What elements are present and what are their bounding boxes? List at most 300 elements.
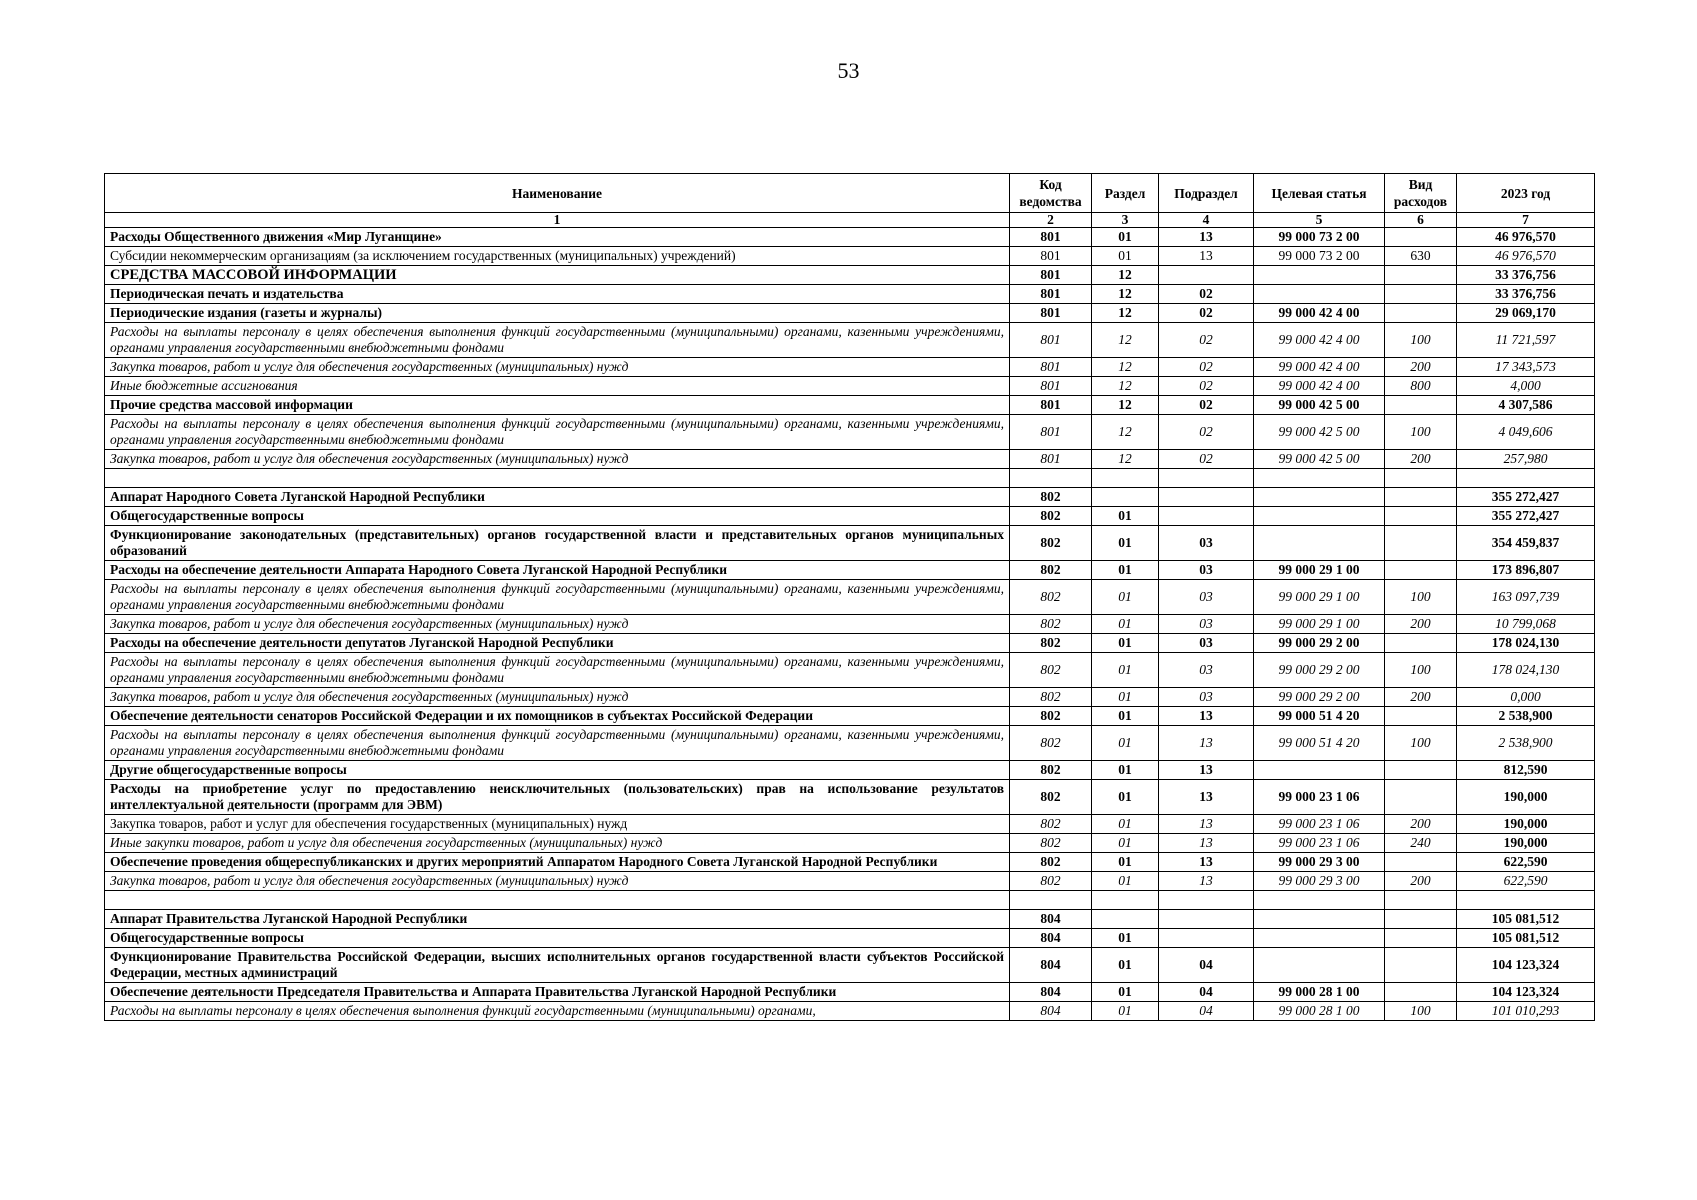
cell-target-article	[1254, 948, 1385, 983]
spacer-row	[105, 891, 1595, 910]
cell-expense-type	[1385, 507, 1457, 526]
table-row	[105, 707, 1595, 726]
cell-subsection: 03	[1159, 526, 1254, 561]
cell-section: 12	[1092, 396, 1159, 415]
table-row	[105, 358, 1595, 377]
cell-name: Функционирование Правительства Российской Федерации, высших исполнительных органов государственной власти субъектов Российской Федерации, местных администраций	[105, 948, 1010, 983]
header-subsection: Подраздел	[1159, 174, 1254, 213]
cell-subsection: 03	[1159, 688, 1254, 707]
cell-subsection: 13	[1159, 815, 1254, 834]
cell-section: 01	[1092, 688, 1159, 707]
cell-subsection: 02	[1159, 377, 1254, 396]
cell-subsection: 03	[1159, 615, 1254, 634]
cell-target-article: 99 000 29 2 00	[1254, 653, 1385, 688]
cell-amount: 190,000	[1457, 815, 1595, 834]
cell-name: Иные закупки товаров, работ и услуг для обеспечения государственных (муниципальных) нужд	[105, 834, 1010, 853]
cell-amount: 46 976,570	[1457, 247, 1595, 266]
cell-dept-code: 802	[1010, 507, 1092, 526]
cell-target-article: 99 000 29 1 00	[1254, 561, 1385, 580]
cell-target-article: 99 000 42 5 00	[1254, 396, 1385, 415]
cell-name: Закупка товаров, работ и услуг для обеспечения государственных (муниципальных) нужд	[105, 450, 1010, 469]
cell-target-article: 99 000 42 4 00	[1254, 358, 1385, 377]
cell-subsection: 02	[1159, 358, 1254, 377]
cell-expense-type	[1385, 761, 1457, 780]
cell-amount: 2 538,900	[1457, 726, 1595, 761]
cell-dept-code	[1010, 469, 1092, 488]
cell-name: Расходы на выплаты персоналу в целях обеспечения выполнения функций государственными (муниципальными) органами, казенными учреждениями, органами управления государственными внебюджетными фондами	[105, 415, 1010, 450]
table-row	[105, 726, 1595, 761]
table-row	[105, 929, 1595, 948]
cell-target-article: 99 000 28 1 00	[1254, 1002, 1385, 1021]
cell-subsection	[1159, 929, 1254, 948]
cell-name: Закупка товаров, работ и услуг для обеспечения государственных (муниципальных) нужд	[105, 872, 1010, 891]
cell-amount: 173 896,807	[1457, 561, 1595, 580]
cell-amount	[1457, 891, 1595, 910]
cell-expense-type: 100	[1385, 726, 1457, 761]
cell-target-article: 99 000 42 5 00	[1254, 415, 1385, 450]
cell-section: 12	[1092, 358, 1159, 377]
header-section: Раздел	[1092, 174, 1159, 213]
cell-target-article: 99 000 42 4 00	[1254, 323, 1385, 358]
cell-target-article	[1254, 526, 1385, 561]
cell-subsection: 02	[1159, 415, 1254, 450]
cell-target-article: 99 000 23 1 06	[1254, 815, 1385, 834]
cell-subsection: 03	[1159, 580, 1254, 615]
cell-dept-code: 801	[1010, 377, 1092, 396]
column-number: 5	[1254, 213, 1385, 228]
cell-expense-type: 100	[1385, 415, 1457, 450]
cell-section: 12	[1092, 415, 1159, 450]
column-number: 6	[1385, 213, 1457, 228]
cell-section: 01	[1092, 726, 1159, 761]
header-year: 2023 год	[1457, 174, 1595, 213]
cell-section: 01	[1092, 834, 1159, 853]
cell-dept-code: 801	[1010, 304, 1092, 323]
cell-target-article: 99 000 73 2 00	[1254, 247, 1385, 266]
cell-expense-type	[1385, 707, 1457, 726]
cell-name: Обеспечение деятельности Председателя Правительства и Аппарата Правительства Луганской Народной Республики	[105, 983, 1010, 1002]
cell-expense-type	[1385, 304, 1457, 323]
cell-expense-type	[1385, 891, 1457, 910]
cell-expense-type: 100	[1385, 323, 1457, 358]
cell-expense-type	[1385, 526, 1457, 561]
table-row	[105, 853, 1595, 872]
table-row	[105, 488, 1595, 507]
cell-section: 01	[1092, 247, 1159, 266]
cell-name: Иные бюджетные ассигнования	[105, 377, 1010, 396]
cell-name: Периодическая печать и издательства	[105, 285, 1010, 304]
cell-amount	[1457, 469, 1595, 488]
cell-section: 01	[1092, 634, 1159, 653]
header-row	[105, 174, 1595, 213]
cell-expense-type	[1385, 285, 1457, 304]
cell-subsection: 13	[1159, 872, 1254, 891]
cell-amount: 622,590	[1457, 853, 1595, 872]
cell-amount: 178 024,130	[1457, 653, 1595, 688]
header-expense-type	[1385, 174, 1457, 213]
cell-subsection: 02	[1159, 396, 1254, 415]
cell-amount: 33 376,756	[1457, 285, 1595, 304]
cell-subsection: 02	[1159, 285, 1254, 304]
header-name: Наименование	[105, 174, 1010, 213]
spacer-row	[105, 469, 1595, 488]
cell-section: 12	[1092, 377, 1159, 396]
cell-section	[1092, 910, 1159, 929]
cell-name: Закупка товаров, работ и услуг для обеспечения государственных (муниципальных) нужд	[105, 615, 1010, 634]
cell-section	[1092, 469, 1159, 488]
cell-subsection: 04	[1159, 983, 1254, 1002]
cell-name: Расходы на обеспечение деятельности Аппарата Народного Совета Луганской Народной Республики	[105, 561, 1010, 580]
cell-section: 01	[1092, 853, 1159, 872]
cell-expense-type	[1385, 488, 1457, 507]
cell-name: Расходы на обеспечение деятельности депутатов Луганской Народной Республики	[105, 634, 1010, 653]
cell-section: 01	[1092, 761, 1159, 780]
table-row	[105, 396, 1595, 415]
cell-expense-type: 630	[1385, 247, 1457, 266]
cell-dept-code: 804	[1010, 948, 1092, 983]
cell-amount: 354 459,837	[1457, 526, 1595, 561]
cell-target-article: 99 000 29 2 00	[1254, 688, 1385, 707]
cell-subsection: 13	[1159, 707, 1254, 726]
cell-name: Прочие средства массовой информации	[105, 396, 1010, 415]
cell-amount: 11 721,597	[1457, 323, 1595, 358]
cell-expense-type: 100	[1385, 580, 1457, 615]
cell-dept-code: 802	[1010, 488, 1092, 507]
cell-dept-code: 802	[1010, 834, 1092, 853]
cell-dept-code: 801	[1010, 415, 1092, 450]
cell-subsection: 13	[1159, 726, 1254, 761]
cell-dept-code: 802	[1010, 561, 1092, 580]
table-row	[105, 415, 1595, 450]
cell-subsection: 04	[1159, 1002, 1254, 1021]
table-row	[105, 815, 1595, 834]
budget-table-body	[105, 228, 1595, 1021]
cell-target-article	[1254, 761, 1385, 780]
table-row	[105, 653, 1595, 688]
cell-target-article: 99 000 29 2 00	[1254, 634, 1385, 653]
column-number: 4	[1159, 213, 1254, 228]
cell-name: Общегосударственные вопросы	[105, 929, 1010, 948]
cell-name: Обеспечение деятельности сенаторов Российской Федерации и их помощников в субъектах Российской Федерации	[105, 707, 1010, 726]
cell-expense-type: 100	[1385, 653, 1457, 688]
header-type-line2: расходов	[1393, 194, 1448, 209]
cell-section: 01	[1092, 872, 1159, 891]
cell-amount: 29 069,170	[1457, 304, 1595, 323]
cell-target-article: 99 000 42 4 00	[1254, 377, 1385, 396]
cell-section: 01	[1092, 780, 1159, 815]
cell-section: 12	[1092, 323, 1159, 358]
cell-target-article: 99 000 29 3 00	[1254, 853, 1385, 872]
cell-expense-type: 200	[1385, 872, 1457, 891]
cell-subsection: 03	[1159, 634, 1254, 653]
cell-expense-type	[1385, 634, 1457, 653]
cell-name: Периодические издания (газеты и журналы)	[105, 304, 1010, 323]
cell-expense-type: 200	[1385, 688, 1457, 707]
cell-subsection: 02	[1159, 323, 1254, 358]
cell-dept-code: 804	[1010, 1002, 1092, 1021]
table-row	[105, 834, 1595, 853]
cell-name: Расходы на выплаты персоналу в целях обеспечения выполнения функций государственными (муниципальными) органами, казенными учреждениями, органами управления государственными внебюджетными фондами	[105, 653, 1010, 688]
cell-section: 01	[1092, 580, 1159, 615]
column-number: 2	[1010, 213, 1092, 228]
table-row	[105, 228, 1595, 247]
page-number: 53	[837, 58, 860, 83]
cell-amount: 622,590	[1457, 872, 1595, 891]
cell-subsection: 13	[1159, 780, 1254, 815]
cell-subsection	[1159, 910, 1254, 929]
cell-dept-code: 801	[1010, 323, 1092, 358]
cell-section	[1092, 891, 1159, 910]
cell-target-article: 99 000 23 1 06	[1254, 834, 1385, 853]
cell-target-article: 99 000 23 1 06	[1254, 780, 1385, 815]
cell-section: 01	[1092, 615, 1159, 634]
cell-amount: 4 307,586	[1457, 396, 1595, 415]
cell-amount: 257,980	[1457, 450, 1595, 469]
cell-dept-code: 802	[1010, 815, 1092, 834]
cell-dept-code: 802	[1010, 580, 1092, 615]
cell-section: 01	[1092, 507, 1159, 526]
cell-target-article	[1254, 910, 1385, 929]
cell-subsection	[1159, 488, 1254, 507]
cell-expense-type	[1385, 853, 1457, 872]
cell-name: Расходы на выплаты персоналу в целях обеспечения выполнения функций государственными (муниципальными) органами, казенными учреждениями, органами управления государственными внебюджетными фондами	[105, 580, 1010, 615]
cell-expense-type	[1385, 266, 1457, 285]
header-dept-code	[1010, 174, 1092, 213]
cell-target-article: 99 000 51 4 20	[1254, 707, 1385, 726]
table-row	[105, 872, 1595, 891]
cell-subsection: 13	[1159, 834, 1254, 853]
cell-amount: 104 123,324	[1457, 983, 1595, 1002]
column-number: 1	[105, 213, 1010, 228]
cell-amount: 101 010,293	[1457, 1002, 1595, 1021]
cell-amount: 4,000	[1457, 377, 1595, 396]
cell-target-article: 99 000 42 5 00	[1254, 450, 1385, 469]
cell-section: 12	[1092, 285, 1159, 304]
cell-section: 01	[1092, 1002, 1159, 1021]
cell-name: Расходы на выплаты персоналу в целях обеспечения выполнения функций государственными (муниципальными) органами, казенными учреждениями, органами управления государственными внебюджетными фондами	[105, 323, 1010, 358]
cell-expense-type	[1385, 469, 1457, 488]
table-row	[105, 323, 1595, 358]
cell-name: Расходы Общественного движения «Мир Луганщине»	[105, 228, 1010, 247]
cell-name: Функционирование законодательных (представительных) органов государственной власти и представительных органов муниципальных образований	[105, 526, 1010, 561]
table-row	[105, 1002, 1595, 1021]
cell-target-article	[1254, 488, 1385, 507]
cell-expense-type	[1385, 910, 1457, 929]
cell-subsection	[1159, 266, 1254, 285]
cell-subsection	[1159, 891, 1254, 910]
cell-dept-code: 804	[1010, 983, 1092, 1002]
cell-amount: 190,000	[1457, 834, 1595, 853]
header-type-line1: Вид	[1408, 177, 1433, 192]
cell-amount: 105 081,512	[1457, 910, 1595, 929]
cell-target-article: 99 000 51 4 20	[1254, 726, 1385, 761]
cell-dept-code: 802	[1010, 761, 1092, 780]
cell-section: 01	[1092, 228, 1159, 247]
table-row	[105, 948, 1595, 983]
cell-amount: 0,000	[1457, 688, 1595, 707]
cell-name	[105, 469, 1010, 488]
cell-target-article	[1254, 507, 1385, 526]
cell-expense-type	[1385, 228, 1457, 247]
cell-dept-code: 804	[1010, 929, 1092, 948]
cell-expense-type	[1385, 780, 1457, 815]
cell-subsection: 13	[1159, 228, 1254, 247]
cell-name: СРЕДСТВА МАССОВОЙ ИНФОРМАЦИИ	[105, 266, 1010, 285]
cell-subsection: 13	[1159, 247, 1254, 266]
cell-name: Расходы на приобретение услуг по предоставлению неисключительных (пользовательских) прав на использование результатов интеллектуальной деятельности (программ для ЭВМ)	[105, 780, 1010, 815]
cell-target-article	[1254, 469, 1385, 488]
cell-subsection: 02	[1159, 304, 1254, 323]
cell-amount: 10 799,068	[1457, 615, 1595, 634]
cell-amount: 46 976,570	[1457, 228, 1595, 247]
cell-amount: 17 343,573	[1457, 358, 1595, 377]
cell-dept-code: 801	[1010, 266, 1092, 285]
cell-expense-type: 200	[1385, 450, 1457, 469]
cell-target-article: 99 000 28 1 00	[1254, 983, 1385, 1002]
table-row	[105, 285, 1595, 304]
table-row	[105, 634, 1595, 653]
cell-target-article	[1254, 929, 1385, 948]
cell-expense-type	[1385, 983, 1457, 1002]
cell-target-article	[1254, 266, 1385, 285]
column-number: 7	[1457, 213, 1595, 228]
cell-dept-code: 801	[1010, 285, 1092, 304]
cell-target-article: 99 000 29 1 00	[1254, 615, 1385, 634]
cell-section: 01	[1092, 707, 1159, 726]
table-row	[105, 507, 1595, 526]
cell-amount: 105 081,512	[1457, 929, 1595, 948]
cell-name: Расходы на выплаты персоналу в целях обеспечения выполнения функций государственными (муниципальными) органами, казенными учреждениями, органами управления государственными внебюджетными фондами	[105, 726, 1010, 761]
cell-section: 01	[1092, 653, 1159, 688]
cell-section: 01	[1092, 561, 1159, 580]
table-row	[105, 377, 1595, 396]
cell-target-article	[1254, 285, 1385, 304]
cell-amount: 355 272,427	[1457, 507, 1595, 526]
cell-amount: 2 538,900	[1457, 707, 1595, 726]
cell-expense-type: 800	[1385, 377, 1457, 396]
cell-section: 12	[1092, 304, 1159, 323]
cell-expense-type: 200	[1385, 358, 1457, 377]
cell-target-article: 99 000 42 4 00	[1254, 304, 1385, 323]
cell-name: Обеспечение проведения общереспубликанских и других мероприятий Аппаратом Народного Совета Луганской Народной Республики	[105, 853, 1010, 872]
cell-dept-code: 802	[1010, 615, 1092, 634]
cell-amount: 4 049,606	[1457, 415, 1595, 450]
cell-subsection	[1159, 469, 1254, 488]
cell-dept-code: 802	[1010, 688, 1092, 707]
cell-dept-code: 801	[1010, 358, 1092, 377]
cell-expense-type	[1385, 561, 1457, 580]
cell-subsection: 03	[1159, 653, 1254, 688]
cell-name: Расходы на выплаты персоналу в целях обеспечения выполнения функций государственными (муниципальными) органами,	[105, 1002, 1010, 1021]
header-target-article: Целевая статья	[1254, 174, 1385, 213]
cell-dept-code: 802	[1010, 526, 1092, 561]
cell-subsection	[1159, 507, 1254, 526]
cell-dept-code: 801	[1010, 247, 1092, 266]
cell-subsection: 03	[1159, 561, 1254, 580]
cell-target-article: 99 000 29 3 00	[1254, 872, 1385, 891]
cell-name	[105, 891, 1010, 910]
table-row	[105, 761, 1595, 780]
cell-name: Закупка товаров, работ и услуг для обеспечения государственных (муниципальных) нужд	[105, 688, 1010, 707]
cell-section: 01	[1092, 948, 1159, 983]
cell-target-article: 99 000 29 1 00	[1254, 580, 1385, 615]
cell-dept-code: 802	[1010, 634, 1092, 653]
table-row	[105, 983, 1595, 1002]
cell-dept-code: 802	[1010, 707, 1092, 726]
column-number-row	[105, 213, 1595, 228]
cell-name: Субсидии некоммерческим организациям (за исключением государственных (муниципальных) учреждений)	[105, 247, 1010, 266]
cell-amount: 104 123,324	[1457, 948, 1595, 983]
cell-expense-type	[1385, 929, 1457, 948]
table-row	[105, 580, 1595, 615]
table-row	[105, 780, 1595, 815]
cell-section: 01	[1092, 983, 1159, 1002]
header-dept-line1: Код	[1039, 177, 1062, 192]
cell-expense-type	[1385, 948, 1457, 983]
table-row	[105, 266, 1595, 285]
table-row	[105, 561, 1595, 580]
cell-dept-code: 802	[1010, 853, 1092, 872]
cell-name: Закупка товаров, работ и услуг для обеспечения государственных (муниципальных) нужд	[105, 815, 1010, 834]
cell-amount: 355 272,427	[1457, 488, 1595, 507]
cell-target-article: 99 000 73 2 00	[1254, 228, 1385, 247]
table-row	[105, 526, 1595, 561]
table-row	[105, 688, 1595, 707]
cell-amount: 812,590	[1457, 761, 1595, 780]
cell-section: 01	[1092, 526, 1159, 561]
cell-amount: 33 376,756	[1457, 266, 1595, 285]
cell-target-article	[1254, 891, 1385, 910]
cell-expense-type	[1385, 396, 1457, 415]
cell-name: Аппарат Народного Совета Луганской Народной Республики	[105, 488, 1010, 507]
cell-expense-type: 240	[1385, 834, 1457, 853]
cell-subsection: 13	[1159, 853, 1254, 872]
table-row	[105, 450, 1595, 469]
cell-dept-code: 801	[1010, 396, 1092, 415]
cell-section	[1092, 488, 1159, 507]
cell-expense-type: 100	[1385, 1002, 1457, 1021]
cell-name: Другие общегосударственные вопросы	[105, 761, 1010, 780]
cell-dept-code: 801	[1010, 450, 1092, 469]
cell-dept-code: 801	[1010, 228, 1092, 247]
cell-dept-code: 802	[1010, 726, 1092, 761]
cell-dept-code: 804	[1010, 910, 1092, 929]
table-row	[105, 247, 1595, 266]
header-dept-line2: ведомства	[1019, 194, 1082, 209]
cell-name: Закупка товаров, работ и услуг для обеспечения государственных (муниципальных) нужд	[105, 358, 1010, 377]
cell-expense-type: 200	[1385, 815, 1457, 834]
cell-subsection: 04	[1159, 948, 1254, 983]
cell-name: Общегосударственные вопросы	[105, 507, 1010, 526]
cell-section: 01	[1092, 815, 1159, 834]
cell-subsection: 02	[1159, 450, 1254, 469]
cell-section: 12	[1092, 450, 1159, 469]
table-row	[105, 615, 1595, 634]
table-row	[105, 910, 1595, 929]
cell-dept-code	[1010, 891, 1092, 910]
cell-section: 01	[1092, 929, 1159, 948]
cell-amount: 163 097,739	[1457, 580, 1595, 615]
cell-dept-code: 802	[1010, 653, 1092, 688]
table-row	[105, 304, 1595, 323]
cell-dept-code: 802	[1010, 872, 1092, 891]
cell-amount: 178 024,130	[1457, 634, 1595, 653]
cell-name: Аппарат Правительства Луганской Народной Республики	[105, 910, 1010, 929]
cell-section: 12	[1092, 266, 1159, 285]
column-number: 3	[1092, 213, 1159, 228]
cell-expense-type: 200	[1385, 615, 1457, 634]
cell-subsection: 13	[1159, 761, 1254, 780]
